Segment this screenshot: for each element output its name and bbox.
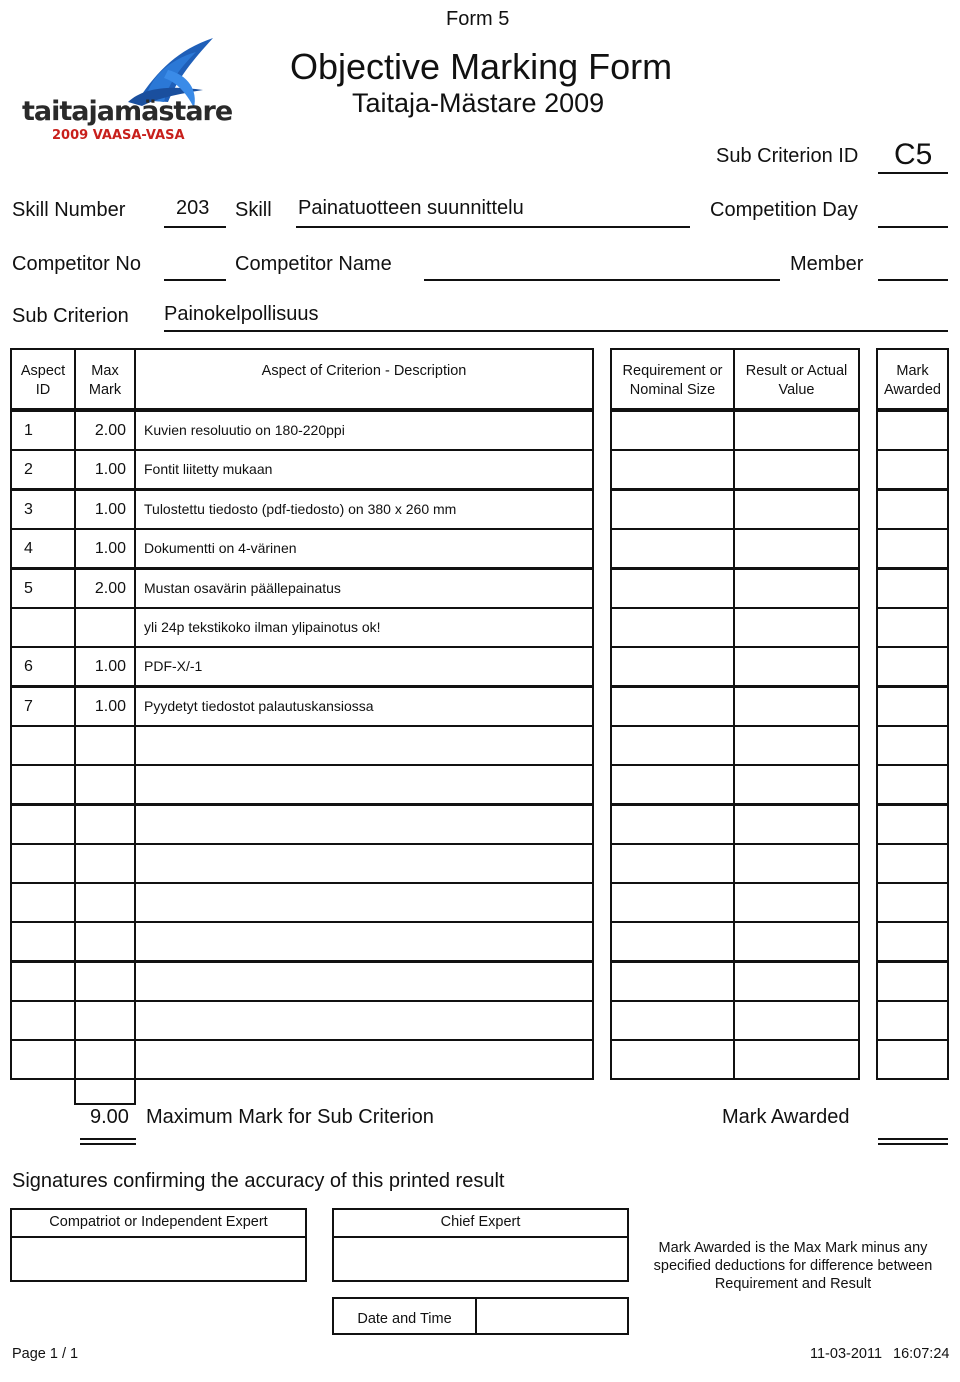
description-cell [134, 1039, 594, 1080]
form-number: Form 5 [446, 8, 510, 30]
mark-awarded-note: Mark Awarded is the Max Mark minus any specified deductions for difference between Requirement and Result [653, 1240, 933, 1292]
result-cell[interactable] [733, 489, 860, 530]
aspect-id-cell [10, 528, 76, 569]
max-mark-total: 9.00 [90, 1106, 129, 1128]
chief-expert-field[interactable] [332, 1236, 629, 1282]
max-mark-total-box [74, 1078, 136, 1105]
mark-awarded-cell[interactable] [876, 607, 949, 648]
aspect-id-cell-text: 5 [24, 580, 33, 597]
aspect-id-cell [10, 568, 76, 609]
mark-awarded-cell[interactable] [876, 410, 949, 451]
mark-awarded-cell[interactable] [876, 882, 949, 923]
max-mark-cell-text: 1.00 [94, 501, 126, 518]
aspect-id-cell [10, 961, 76, 1002]
description-cell [134, 528, 594, 569]
date-time-label-box: Date and Time [332, 1297, 477, 1335]
aspect-id-cell-text: 4 [24, 540, 33, 557]
result-cell[interactable] [733, 1039, 860, 1080]
header-requirement: Requirement or Nominal Size [610, 348, 735, 410]
description-cell-text: Tulostettu tiedosto (pdf-tiedosto) on 380 x 260 mm [144, 501, 457, 517]
max-mark-cell [74, 961, 136, 1002]
mark-awarded-label: Mark Awarded [722, 1106, 850, 1128]
max-mark-cell [74, 1000, 136, 1041]
aspect-id-cell [10, 921, 76, 962]
mark-awarded-cell[interactable] [876, 843, 949, 884]
max-mark-cell-text: 1.00 [94, 461, 126, 478]
description-cell [134, 410, 594, 451]
description-cell [134, 568, 594, 609]
result-cell[interactable] [733, 843, 860, 884]
compatriot-signature-header: Compatriot or Independent Expert [10, 1208, 307, 1238]
max-mark-cell [74, 764, 136, 805]
description-cell-text: Kuvien resoluutio on 180-220ppi [144, 422, 345, 438]
header-mark-awarded: Mark Awarded [876, 348, 949, 410]
mark-awarded-cell[interactable] [876, 489, 949, 530]
aspect-id-cell-text: 1 [24, 422, 33, 439]
result-cell[interactable] [733, 646, 860, 687]
requirement-cell[interactable] [610, 843, 735, 884]
max-mark-cell [74, 804, 136, 845]
max-mark-cell [74, 449, 136, 490]
result-cell[interactable] [733, 1000, 860, 1041]
description-cell [134, 489, 594, 530]
aspect-id-cell-text: 2 [24, 461, 33, 478]
skill-name-value: Painatuotteen suunnittelu [298, 197, 524, 219]
result-cell[interactable] [733, 804, 860, 845]
sub-criterion-underline [164, 330, 948, 332]
requirement-cell[interactable] [610, 961, 735, 1002]
result-cell[interactable] [733, 921, 860, 962]
aspect-id-cell [10, 489, 76, 530]
header-result: Result or Actual Value [733, 348, 860, 410]
max-mark-cell [74, 843, 136, 884]
mark-awarded-cell[interactable] [876, 686, 949, 727]
page-number: Page 1 / 1 [12, 1346, 79, 1362]
header-aspect-id: Aspect ID [10, 348, 76, 410]
chief-expert-header: Chief Expert [332, 1208, 629, 1238]
mark-awarded-cell[interactable] [876, 961, 949, 1002]
max-mark-cell [74, 568, 136, 609]
competition-day-label: Competition Day [710, 199, 858, 221]
sub-criterion-id-underline [878, 172, 948, 174]
requirement-cell[interactable] [610, 568, 735, 609]
requirement-cell[interactable] [610, 449, 735, 490]
result-cell[interactable] [733, 764, 860, 805]
requirement-cell[interactable] [610, 882, 735, 923]
max-mark-cell-text: 1.00 [94, 658, 126, 675]
requirement-cell[interactable] [610, 489, 735, 530]
mark-awarded-cell[interactable] [876, 764, 949, 805]
result-cell[interactable] [733, 568, 860, 609]
competitor-name-field[interactable] [424, 279, 780, 281]
skill-label: Skill [235, 199, 272, 221]
member-field[interactable] [878, 279, 948, 281]
aspect-id-cell [10, 804, 76, 845]
aspect-id-cell-text: 6 [24, 658, 33, 675]
aspect-id-cell-text: 7 [24, 698, 33, 715]
requirement-cell[interactable] [610, 607, 735, 648]
max-mark-cell [74, 528, 136, 569]
max-mark-cell [74, 410, 136, 451]
aspect-id-cell-text: 3 [24, 501, 33, 518]
max-mark-cell [74, 686, 136, 727]
sub-criterion-id-label: Sub Criterion ID [716, 145, 859, 167]
compatriot-signature-field[interactable] [10, 1236, 307, 1282]
header-description: Aspect of Criterion - Description [134, 348, 594, 410]
mark-awarded-cell[interactable] [876, 921, 949, 962]
requirement-cell[interactable] [610, 528, 735, 569]
aspect-id-cell [10, 843, 76, 884]
max-mark-cell [74, 882, 136, 923]
description-cell [134, 961, 594, 1002]
requirement-cell[interactable] [610, 725, 735, 766]
max-mark-cell [74, 725, 136, 766]
result-cell[interactable] [733, 607, 860, 648]
result-cell[interactable] [733, 725, 860, 766]
max-mark-cell-text: 1.00 [94, 540, 126, 557]
description-cell [134, 607, 594, 648]
description-cell [134, 764, 594, 805]
result-cell[interactable] [733, 686, 860, 727]
requirement-cell[interactable] [610, 921, 735, 962]
aspect-id-cell [10, 725, 76, 766]
description-cell-text: Dokumentti on 4-värinen [144, 540, 297, 556]
skill-name-underline [296, 226, 690, 228]
aspect-id-cell [10, 1039, 76, 1080]
result-cell[interactable] [733, 882, 860, 923]
sub-criterion-id-value: C5 [894, 138, 933, 171]
description-cell [134, 725, 594, 766]
result-cell[interactable] [733, 449, 860, 490]
requirement-cell[interactable] [610, 1000, 735, 1041]
mark-awarded-cell[interactable] [876, 449, 949, 490]
max-mark-cell [74, 489, 136, 530]
mark-awarded-cell[interactable] [876, 804, 949, 845]
requirement-cell[interactable] [610, 804, 735, 845]
competitor-name-label: Competitor Name [235, 253, 392, 275]
logo-subline: 2009 VAASA-VASA [52, 128, 185, 143]
result-cell[interactable] [733, 528, 860, 569]
max-mark-cell-text: 1.00 [94, 698, 126, 715]
description-cell [134, 686, 594, 727]
aspect-id-cell [10, 449, 76, 490]
mark-awarded-cell[interactable] [876, 1039, 949, 1080]
competition-day-field[interactable] [878, 226, 948, 228]
max-mark-cell [74, 1039, 136, 1080]
sub-criterion-label: Sub Criterion [12, 305, 129, 327]
max-mark-cell-text: 2.00 [94, 580, 126, 597]
skill-number-value: 203 [176, 197, 210, 219]
description-cell [134, 1000, 594, 1041]
mark-awarded-cell[interactable] [876, 1000, 949, 1041]
mark-awarded-cell[interactable] [876, 528, 949, 569]
signatures-heading: Signatures confirming the accuracy of this printed result [12, 1170, 505, 1192]
logo [18, 30, 233, 145]
mark-awarded-cell[interactable] [876, 568, 949, 609]
max-mark-cell [74, 607, 136, 648]
max-mark-cell [74, 646, 136, 687]
member-label: Member [790, 253, 864, 275]
aspect-id-cell [10, 1000, 76, 1041]
result-cell[interactable] [733, 961, 860, 1002]
aspect-id-cell [10, 764, 76, 805]
description-cell [134, 843, 594, 884]
requirement-cell[interactable] [610, 686, 735, 727]
print-time: 16:07:24 [893, 1346, 950, 1362]
date-time-extra-field[interactable] [475, 1297, 629, 1335]
print-date: 11-03-2011 [810, 1346, 883, 1362]
aspect-id-cell [10, 410, 76, 451]
sub-criterion-value: Painokelpollisuus [164, 303, 319, 325]
requirement-cell[interactable] [610, 764, 735, 805]
max-mark-label: Maximum Mark for Sub Criterion [146, 1106, 434, 1128]
max-mark-cell [74, 921, 136, 962]
max-total-underline [80, 1138, 136, 1145]
requirement-cell[interactable] [610, 1039, 735, 1080]
aspect-id-cell [10, 607, 76, 648]
skill-number-label: Skill Number [12, 199, 126, 221]
description-cell-text: PDF-X/-1 [144, 658, 203, 674]
competitor-no-label: Competitor No [12, 253, 141, 275]
mark-awarded-cell[interactable] [876, 646, 949, 687]
logo-wordmark: taitajamästare [22, 96, 233, 127]
max-mark-cell-text: 2.00 [94, 422, 126, 439]
description-cell [134, 646, 594, 687]
requirement-cell[interactable] [610, 410, 735, 451]
description-cell-text: Pyydetyt tiedostot palautuskansiossa [144, 698, 374, 714]
description-cell [134, 921, 594, 962]
description-cell [134, 449, 594, 490]
page-subtitle: Taitaja-Mästare 2009 [352, 88, 605, 118]
description-cell [134, 882, 594, 923]
skill-number-underline [164, 226, 226, 228]
aspect-id-cell [10, 882, 76, 923]
competitor-no-field[interactable] [164, 279, 226, 281]
description-cell-text: yli 24p tekstikoko ilman ylipainotus ok! [144, 619, 381, 635]
description-cell-text: Fontit liitetty mukaan [144, 461, 273, 477]
description-cell [134, 804, 594, 845]
requirement-cell[interactable] [610, 646, 735, 687]
mark-awarded-total-field[interactable] [878, 1138, 948, 1145]
mark-awarded-cell[interactable] [876, 725, 949, 766]
description-cell-text: Mustan osavärin päällepainatus [144, 580, 341, 596]
page-title: Objective Marking Form [290, 46, 673, 87]
aspect-id-cell [10, 646, 76, 687]
header-max-mark: Max Mark [74, 348, 136, 410]
result-cell[interactable] [733, 410, 860, 451]
aspect-id-cell [10, 686, 76, 727]
